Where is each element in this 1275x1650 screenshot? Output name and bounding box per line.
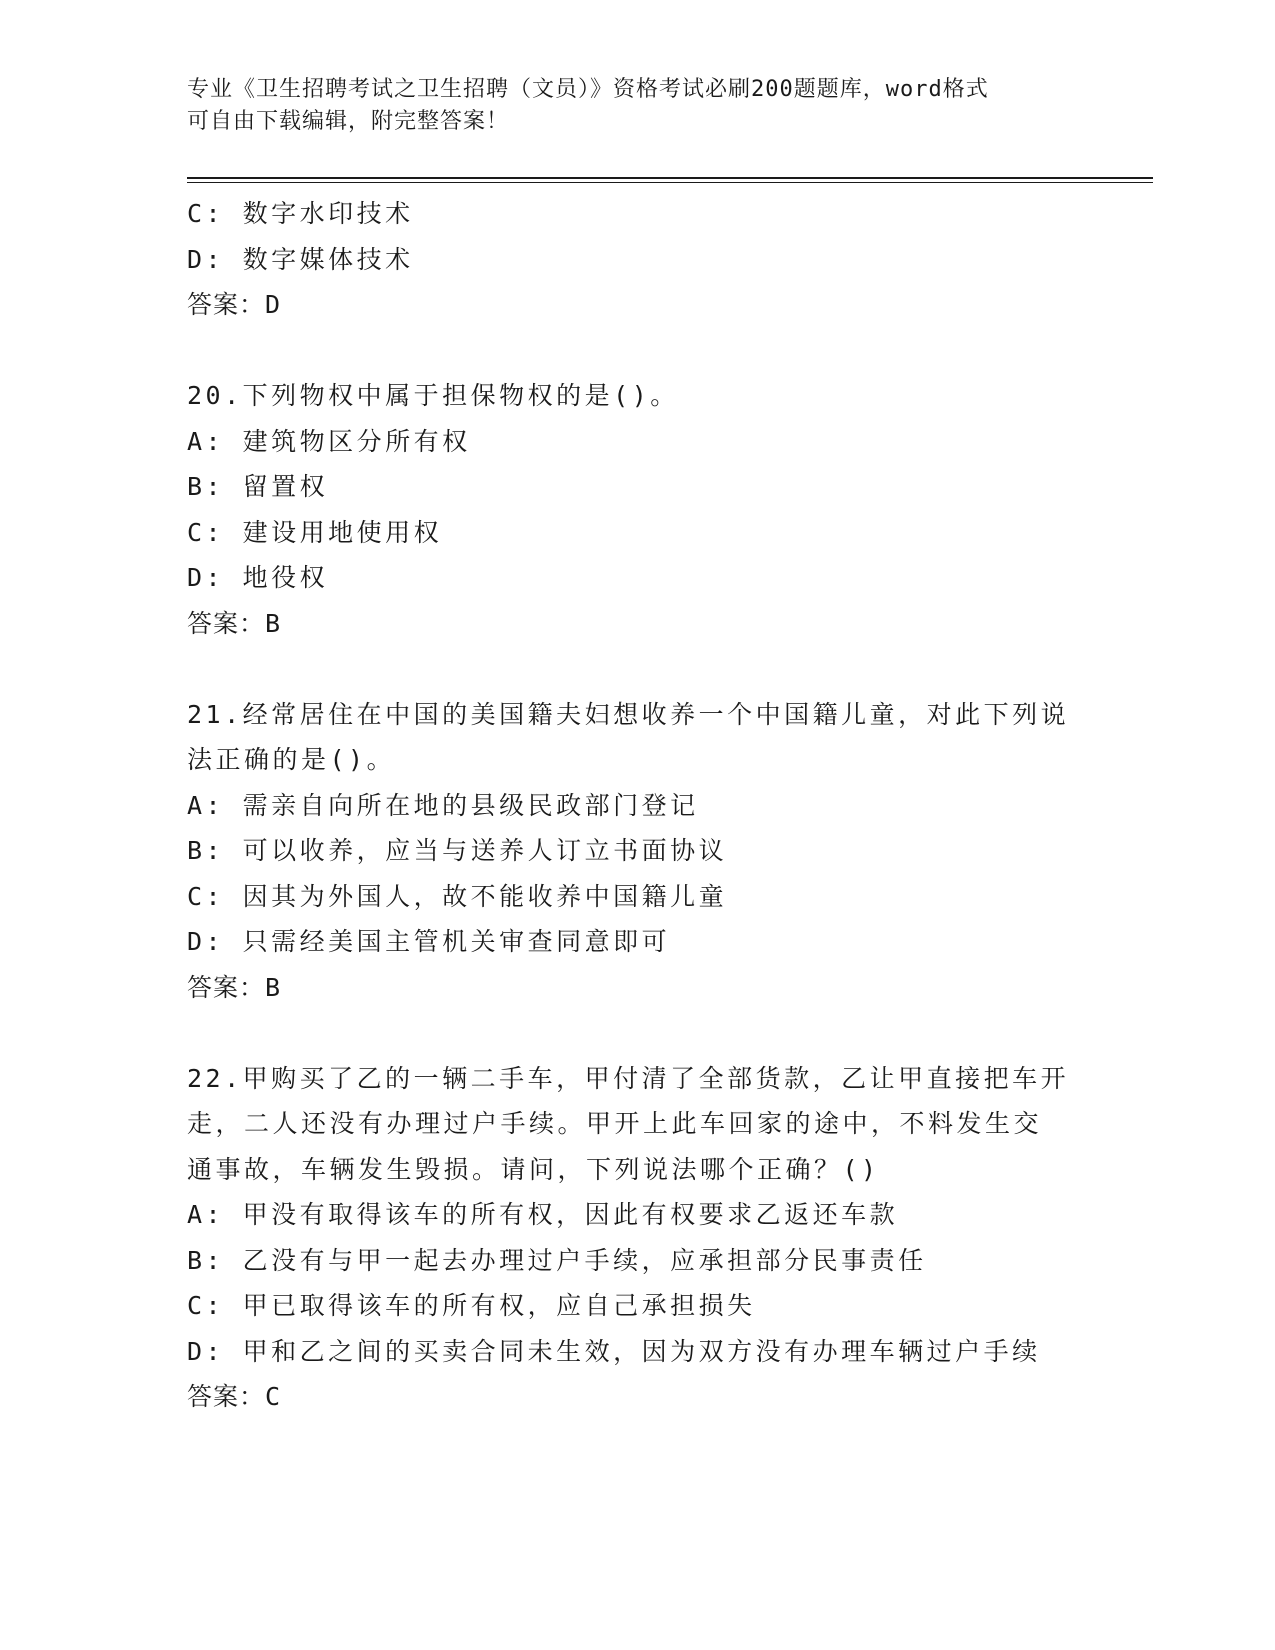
question-content [187,191,1087,1420]
question-20-option-a: A: 建筑物区分所有权 [187,426,471,456]
question-20-stem: 20.下列物权中属于担保物权的是()。 [187,381,679,410]
question-20-answer: 答案：B [187,608,282,638]
header-line-1: 专业《卫生招聘考试之卫生招聘（文员）》资格考试必刷200题题库，word格式 [187,77,989,102]
header-rule-thin [187,182,1153,183]
question-20-option-b: B: 留置权 [187,472,329,501]
question-21-option-b: B: 可以收养，应当与送养人订立书面协议 [187,836,728,865]
question-21-option-c: C: 因其为外国人，故不能收养中国籍儿童 [187,881,728,911]
question-22-option-c: C: 甲已取得该车的所有权，应自己承担损失 [187,1291,756,1320]
question-22-answer: 答案：C [187,1382,282,1411]
spacer [187,646,1087,692]
question-21-stem-line-1: 21.经常居住在中国的美国籍夫妇想收养一个中国籍儿童，对此下列说 [187,699,1070,729]
question-22-option-b: B: 乙没有与甲一起去办理过户手续，应承担部分民事责任 [187,1245,927,1275]
question-22-option-d: D: 甲和乙之间的买卖合同未生效，因为双方没有办理车辆过户手续 [187,1336,1041,1366]
spacer [187,328,1087,374]
question-22-stem-line-2: 走，二人还没有办理过户手续。甲开上此车回家的途中，不料发生交 [187,1109,1043,1138]
question-22-stem-line-3: 通事故，车辆发生毁损。请问，下列说法哪个正确？() [187,1154,880,1184]
question-22-option-a: A: 甲没有取得该车的所有权，因此有权要求乙返还车款 [187,1200,899,1229]
spacer [187,1010,1087,1056]
question-22-stem-line-1: 22.甲购买了乙的一辆二手车，甲付清了全部货款，乙让甲直接把车开 [187,1063,1070,1093]
question-21-option-a: A: 需亲自向所在地的县级民政部门登记 [187,790,699,820]
header-line-2: 可自由下载编辑，附完整答案！ [187,109,510,134]
option-d: D: 数字媒体技术 [187,244,414,274]
question-21-stem-line-2: 法正确的是()。 [187,745,396,774]
header-rule-thick [187,177,1153,179]
question-21-option-d: D: 只需经美国主管机关审查同意即可 [187,927,671,956]
option-c: C: 数字水印技术 [187,199,414,228]
answer-line: 答案：D [187,290,282,319]
question-21-answer: 答案：B [187,972,282,1002]
question-20-option-c: C: 建设用地使用权 [187,517,443,547]
document-header [187,74,1087,138]
question-20-option-d: D: 地役权 [187,563,329,592]
